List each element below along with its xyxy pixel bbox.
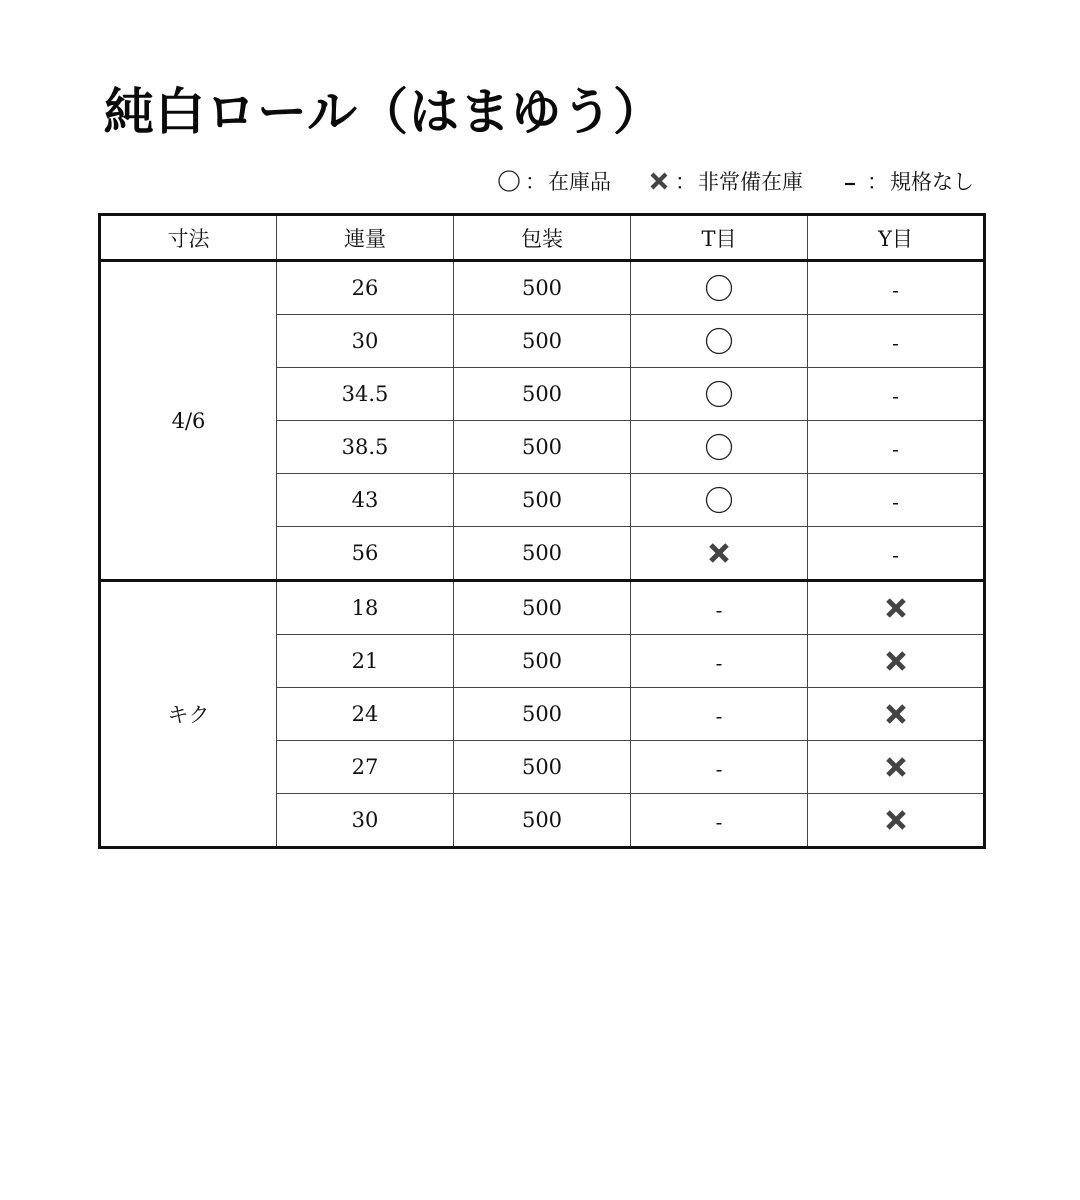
weight-cell: 38.5	[277, 421, 454, 474]
no-spec-dash: -	[715, 810, 723, 834]
header-weight: 連量	[277, 215, 454, 261]
weight-cell: 56	[277, 527, 454, 581]
y-grain-cell	[808, 474, 985, 527]
header-packaging: 包装	[454, 215, 631, 261]
weight-cell: 26	[277, 261, 454, 315]
table-group-kiku	[100, 581, 985, 848]
no-spec-dash: -	[715, 651, 723, 675]
dash-icon	[839, 169, 863, 193]
no-spec-dash: -	[892, 437, 899, 461]
in-stock-circle-icon	[704, 379, 734, 409]
table-group-4-6	[100, 261, 985, 581]
legend-separator: ：	[867, 170, 888, 194]
t-grain-cell	[631, 421, 808, 474]
packaging-cell: 500	[454, 635, 631, 688]
no-spec-dash: -	[715, 704, 723, 728]
page-title: 純白ロール（はまゆう）	[104, 83, 664, 141]
y-grain-cell	[808, 635, 985, 688]
y-grain-cell	[808, 421, 985, 474]
legend-item-in-stock	[497, 166, 611, 196]
circle-icon	[497, 169, 521, 193]
weight-cell: 24	[277, 688, 454, 741]
y-grain-cell	[808, 368, 985, 421]
t-grain-cell	[631, 688, 808, 741]
t-grain-cell	[631, 741, 808, 794]
y-grain-cell	[808, 794, 985, 848]
weight-cell: 30	[277, 315, 454, 368]
y-grain-cell	[808, 527, 985, 581]
stock-table	[98, 213, 986, 849]
no-spec-dash: -	[715, 757, 723, 781]
weight-cell: 34.5	[277, 368, 454, 421]
non-stock-cross-icon	[881, 805, 911, 835]
legend-separator: ：	[525, 170, 546, 194]
packaging-cell: 500	[454, 794, 631, 848]
legend-separator: ：	[675, 170, 696, 194]
y-grain-cell	[808, 581, 985, 635]
no-spec-dash: -	[892, 278, 899, 302]
weight-cell: 43	[277, 474, 454, 527]
no-spec-dash: -	[892, 384, 899, 408]
legend-label: 規格なし	[890, 170, 974, 194]
stock-table-wrapper	[98, 213, 986, 849]
weight-cell: 27	[277, 741, 454, 794]
table-row	[100, 581, 985, 635]
legend-item-non-stock	[647, 166, 803, 196]
table-row	[100, 261, 985, 315]
packaging-cell: 500	[454, 261, 631, 315]
legend-label: 在庫品	[548, 170, 611, 194]
in-stock-circle-icon	[704, 326, 734, 356]
in-stock-circle-icon	[704, 432, 734, 462]
header-y-grain: Y目	[808, 215, 985, 261]
t-grain-cell	[631, 474, 808, 527]
t-grain-cell	[631, 368, 808, 421]
packaging-cell: 500	[454, 527, 631, 581]
y-grain-cell	[808, 741, 985, 794]
packaging-cell: 500	[454, 368, 631, 421]
non-stock-cross-icon	[704, 538, 734, 568]
packaging-cell: 500	[454, 474, 631, 527]
no-spec-dash: -	[715, 598, 723, 622]
packaging-cell: 500	[454, 688, 631, 741]
non-stock-cross-icon	[881, 646, 911, 676]
packaging-cell: 500	[454, 581, 631, 635]
no-spec-dash: -	[892, 331, 899, 355]
non-stock-cross-icon	[881, 699, 911, 729]
size-cell: 4/6	[100, 261, 277, 581]
t-grain-cell	[631, 261, 808, 315]
no-spec-dash: -	[892, 543, 899, 567]
in-stock-circle-icon	[704, 485, 734, 515]
packaging-cell: 500	[454, 421, 631, 474]
weight-cell: 30	[277, 794, 454, 848]
header-size: 寸法	[100, 215, 277, 261]
legend	[497, 164, 974, 198]
non-stock-cross-icon	[881, 593, 911, 623]
packaging-cell: 500	[454, 741, 631, 794]
legend-item-no-spec	[839, 166, 974, 196]
legend-label: 非常備在庫	[698, 170, 803, 194]
cross-icon	[647, 169, 671, 193]
weight-cell: 21	[277, 635, 454, 688]
t-grain-cell	[631, 794, 808, 848]
packaging-cell: 500	[454, 315, 631, 368]
size-cell: キク	[100, 581, 277, 848]
table-header-row	[100, 215, 985, 261]
t-grain-cell	[631, 315, 808, 368]
y-grain-cell	[808, 261, 985, 315]
in-stock-circle-icon	[704, 273, 734, 303]
header-t-grain: T目	[631, 215, 808, 261]
t-grain-cell	[631, 581, 808, 635]
t-grain-cell	[631, 635, 808, 688]
y-grain-cell	[808, 315, 985, 368]
y-grain-cell	[808, 688, 985, 741]
non-stock-cross-icon	[881, 752, 911, 782]
no-spec-dash: -	[892, 490, 899, 514]
weight-cell: 18	[277, 581, 454, 635]
t-grain-cell	[631, 527, 808, 581]
